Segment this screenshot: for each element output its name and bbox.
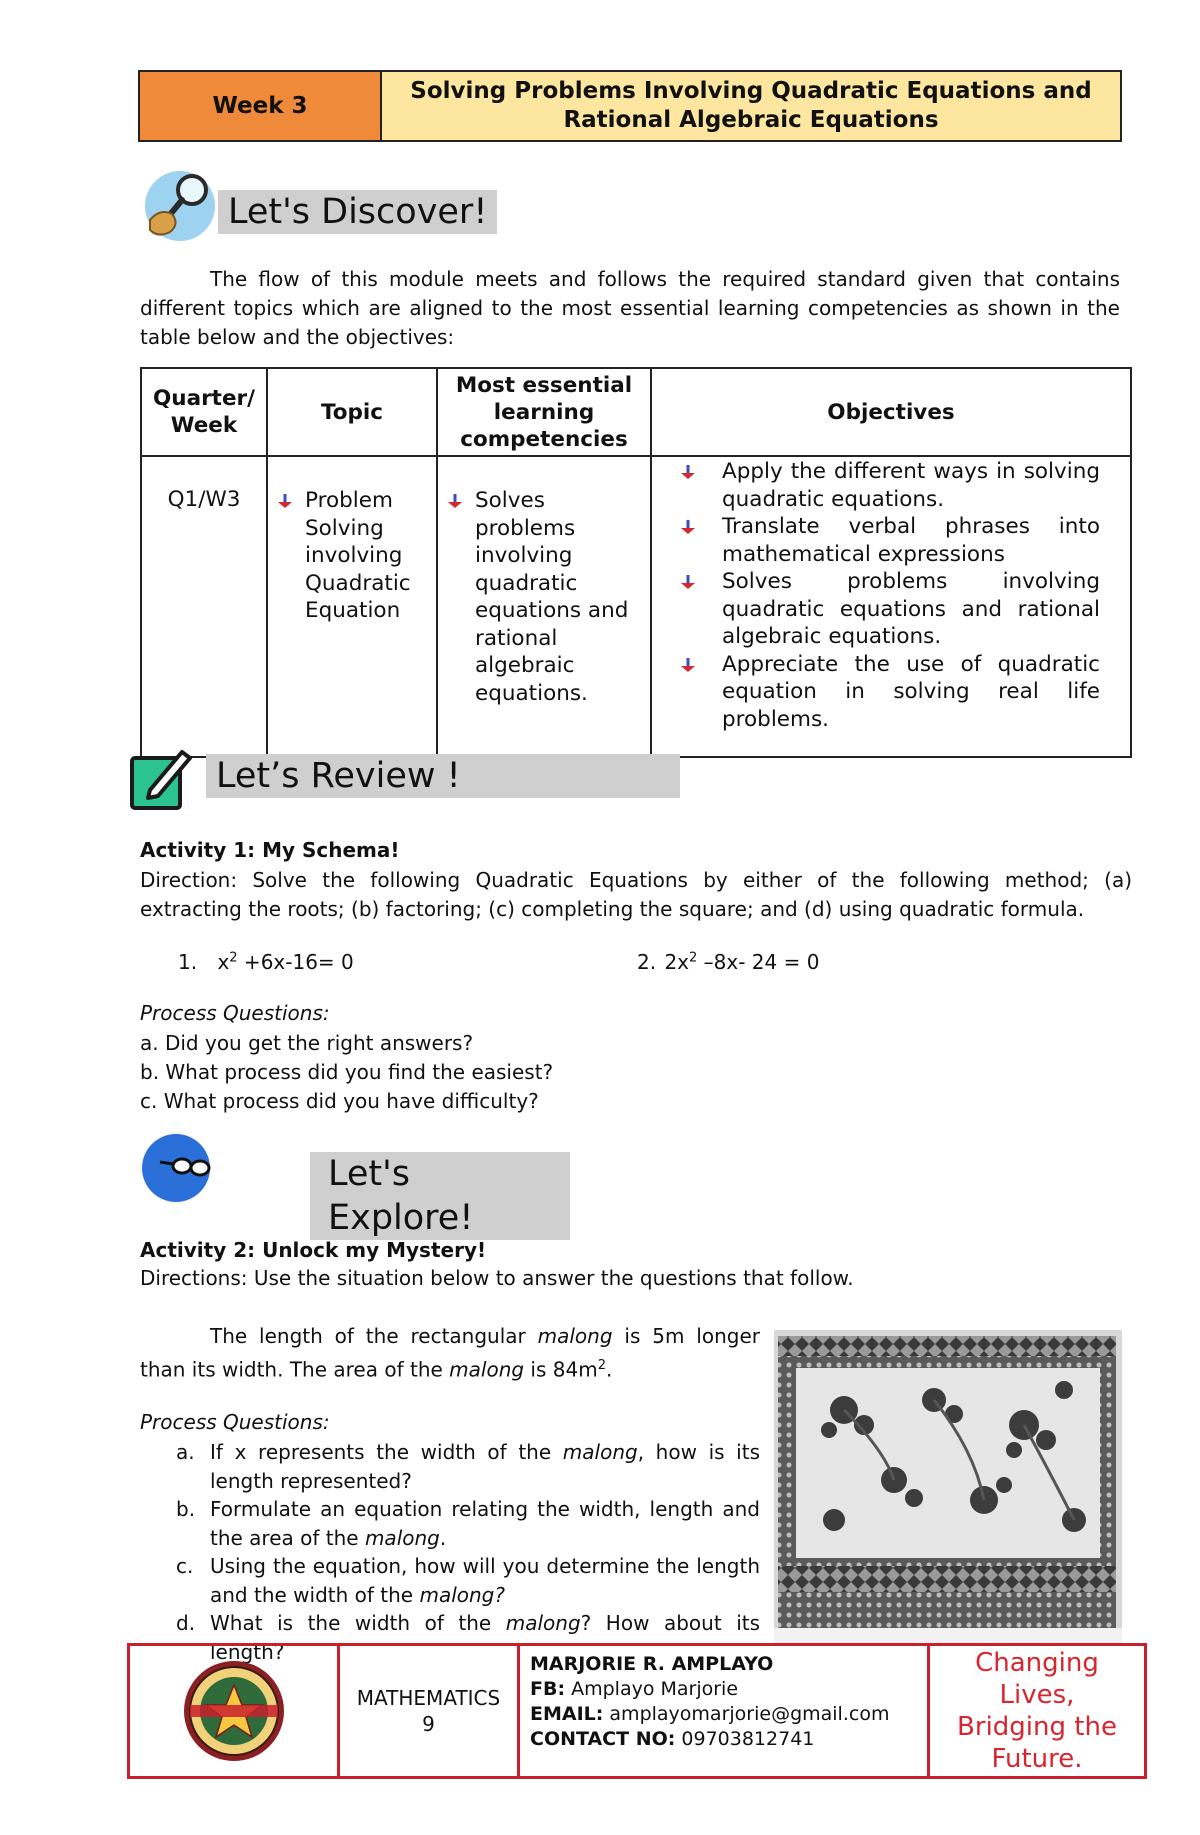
cell-objectives xyxy=(651,456,1131,757)
melc-text: Solves problems involving quadratic equations and rational algebraic equations. xyxy=(475,488,629,706)
th-topic: Topic xyxy=(267,368,437,456)
contact-label: CONTACT NO: xyxy=(530,1728,676,1750)
table-row xyxy=(141,456,1131,757)
eq1-term: x xyxy=(217,950,230,974)
bullet-arrow-icon xyxy=(680,653,696,681)
malong-term: malong xyxy=(419,1582,495,1607)
cell-quarter xyxy=(141,456,267,757)
malong-term: malong xyxy=(537,1324,613,1348)
cell-melc xyxy=(437,456,651,757)
footer xyxy=(127,1643,1147,1779)
footer-logo-cell xyxy=(130,1646,340,1776)
school-seal-logo xyxy=(182,1659,286,1763)
author-fb xyxy=(530,1677,927,1702)
situation-text: The length of the rectangular xyxy=(210,1324,538,1348)
equation-2 xyxy=(637,950,819,974)
footer-slogan-cell xyxy=(930,1646,1144,1776)
objective-text: Appreciate the use of quadratic equation in solving real life problems. xyxy=(722,651,1100,732)
question-text: Formulate an equation relating the width, length and the area of the xyxy=(210,1497,760,1550)
question-text: What is the width of the xyxy=(210,1611,506,1635)
bullet-arrow-icon xyxy=(680,460,696,488)
bullet-arrow-icon xyxy=(447,489,463,517)
situation-paragraph xyxy=(140,1322,760,1385)
list-item xyxy=(140,1495,760,1552)
topic-item xyxy=(269,487,426,625)
list-letter: c. xyxy=(176,1554,194,1578)
list-letter: d. xyxy=(176,1611,196,1635)
melc-item xyxy=(439,487,632,707)
explore-process-label: Process Questions: xyxy=(140,1410,330,1434)
objective-text: Translate verbal phrases into mathematical expressions xyxy=(722,514,1100,567)
edit-note-icon xyxy=(128,746,194,812)
malong-photo xyxy=(774,1330,1122,1646)
email-label: EMAIL: xyxy=(530,1703,604,1725)
slogan xyxy=(957,1647,1117,1775)
activity2-title: Activity 2: Unlock my Mystery! xyxy=(140,1238,487,1262)
explore-banner: Let's Explore! xyxy=(310,1152,570,1240)
bullet-arrow-icon xyxy=(680,515,696,543)
th-melc-line3: competencies xyxy=(460,426,628,452)
malong-term: malong xyxy=(364,1525,440,1550)
objective-item xyxy=(686,513,1100,568)
fb-label: FB: xyxy=(530,1678,566,1700)
eq1-number: 1. xyxy=(178,950,198,974)
list-item: c. What process did you have difficulty? xyxy=(140,1089,539,1113)
magnifier-icon xyxy=(142,168,224,242)
subject-name: MATHEMATICS xyxy=(356,1686,501,1710)
question-text: If x represents the width of the xyxy=(210,1440,563,1464)
objective-text: Apply the different ways in solving quadratic equations. xyxy=(722,459,1100,512)
situation-text: is 84m xyxy=(524,1357,598,1382)
contact-value: 09703812741 xyxy=(675,1728,815,1750)
list-item xyxy=(140,1552,760,1609)
situation-text: . xyxy=(605,1357,613,1382)
th-objectives: Objectives xyxy=(651,368,1131,456)
author-email xyxy=(530,1702,927,1727)
situation-text: is 5m longer than its width. The area of the xyxy=(140,1324,760,1382)
eq1-rest: +6x-16= 0 xyxy=(237,950,354,974)
activity1-direction: Direction: Solve the following Quadratic Equations by either of the following method; (a) extracting the roots; (b) factoring; (c) completing the square; and (d) using quadratic formula. xyxy=(140,868,1132,921)
list-item: a. Did you get the right answers? xyxy=(140,1031,474,1055)
eq2-term: 2x xyxy=(664,950,690,974)
slogan-line: Bridging the xyxy=(957,1712,1117,1742)
author-contact xyxy=(530,1727,927,1752)
cell-topic xyxy=(267,456,437,757)
author-name: MARJORIE R. AMPLAYO xyxy=(530,1653,774,1675)
slogan-line: Lives, xyxy=(999,1680,1075,1710)
question-text: , how is its length represented? xyxy=(210,1440,761,1493)
list-letter: b. xyxy=(176,1497,196,1521)
review-banner: Let’s Review ! xyxy=(206,754,680,798)
week-label: Week 3 xyxy=(140,72,382,140)
intro-paragraph: The flow of this module meets and follows the required standard given that contains different topics which are aligned to the most essential learning competencies as shown in the table below and the objectives: xyxy=(140,267,1120,349)
topic-text: Problem Solving involving Quadratic Equation xyxy=(305,488,411,623)
module-title xyxy=(382,72,1120,140)
eq2-rest: –8x- 24 = 0 xyxy=(697,950,820,974)
eq1-exponent: 2 xyxy=(229,950,238,966)
competency-table xyxy=(140,367,1132,758)
fb-value: Amplayo Marjorie xyxy=(565,1678,739,1700)
bullet-arrow-icon xyxy=(680,570,696,598)
email-value: amplayomarjorie@gmail.com xyxy=(603,1703,890,1725)
slogan-line: Future. xyxy=(991,1744,1083,1774)
th-melc xyxy=(437,368,651,456)
th-melc-line1: Most essential xyxy=(455,372,633,398)
list-letter: a. xyxy=(176,1440,195,1464)
th-quarter-line1: Quarter/ xyxy=(152,386,255,411)
objective-item xyxy=(686,458,1100,513)
grade-level: 9 xyxy=(422,1712,435,1736)
malong-term: malong xyxy=(505,1611,581,1635)
question-text: ? How about its length? xyxy=(210,1611,761,1664)
review-questions xyxy=(140,1029,553,1116)
question-text: . xyxy=(439,1525,447,1550)
question-text: Using the equation, how will you determine the length and the width of the xyxy=(210,1554,760,1607)
footer-author-cell xyxy=(520,1646,930,1776)
objective-item xyxy=(686,651,1100,734)
objective-text: Solves problems involving quadratic equations and rational algebraic equations. xyxy=(722,569,1100,649)
module-title-line2: Rational Algebraic Equations xyxy=(563,107,939,133)
activity2-direction: Directions: Use the situation below to answer the questions that follow. xyxy=(140,1266,854,1290)
th-melc-line2: learning xyxy=(493,399,595,425)
week-header xyxy=(138,70,1122,142)
discover-banner: Let's Discover! xyxy=(218,190,497,234)
glasses-icon xyxy=(140,1132,212,1204)
activity1-title: Activity 1: My Schema! xyxy=(140,838,400,862)
th-quarter-line2: Week xyxy=(170,413,238,438)
quarter-value: Q1/W3 xyxy=(167,487,241,512)
eq2-number: 2. xyxy=(637,950,657,974)
th-quarter xyxy=(141,368,267,456)
process-questions-label: Process Questions: xyxy=(140,1001,330,1025)
question-text: ? xyxy=(494,1582,505,1607)
area-exponent: 2 xyxy=(597,1358,606,1373)
list-item xyxy=(140,1438,760,1495)
malong-term: malong xyxy=(449,1357,525,1382)
eq2-exponent: 2 xyxy=(689,950,698,966)
list-item: b. What process did you find the easiest? xyxy=(140,1060,554,1084)
objective-item xyxy=(686,568,1100,651)
footer-subject-cell xyxy=(340,1646,520,1776)
explore-questions xyxy=(140,1438,760,1666)
malong-term: malong xyxy=(562,1440,638,1464)
table-header-row xyxy=(141,368,1131,456)
equation-1 xyxy=(178,950,354,974)
slogan-line: Changing xyxy=(975,1648,1099,1678)
bullet-arrow-icon xyxy=(277,489,293,517)
module-title-line1: Solving Problems Involving Quadratic Equations and xyxy=(410,78,1092,104)
